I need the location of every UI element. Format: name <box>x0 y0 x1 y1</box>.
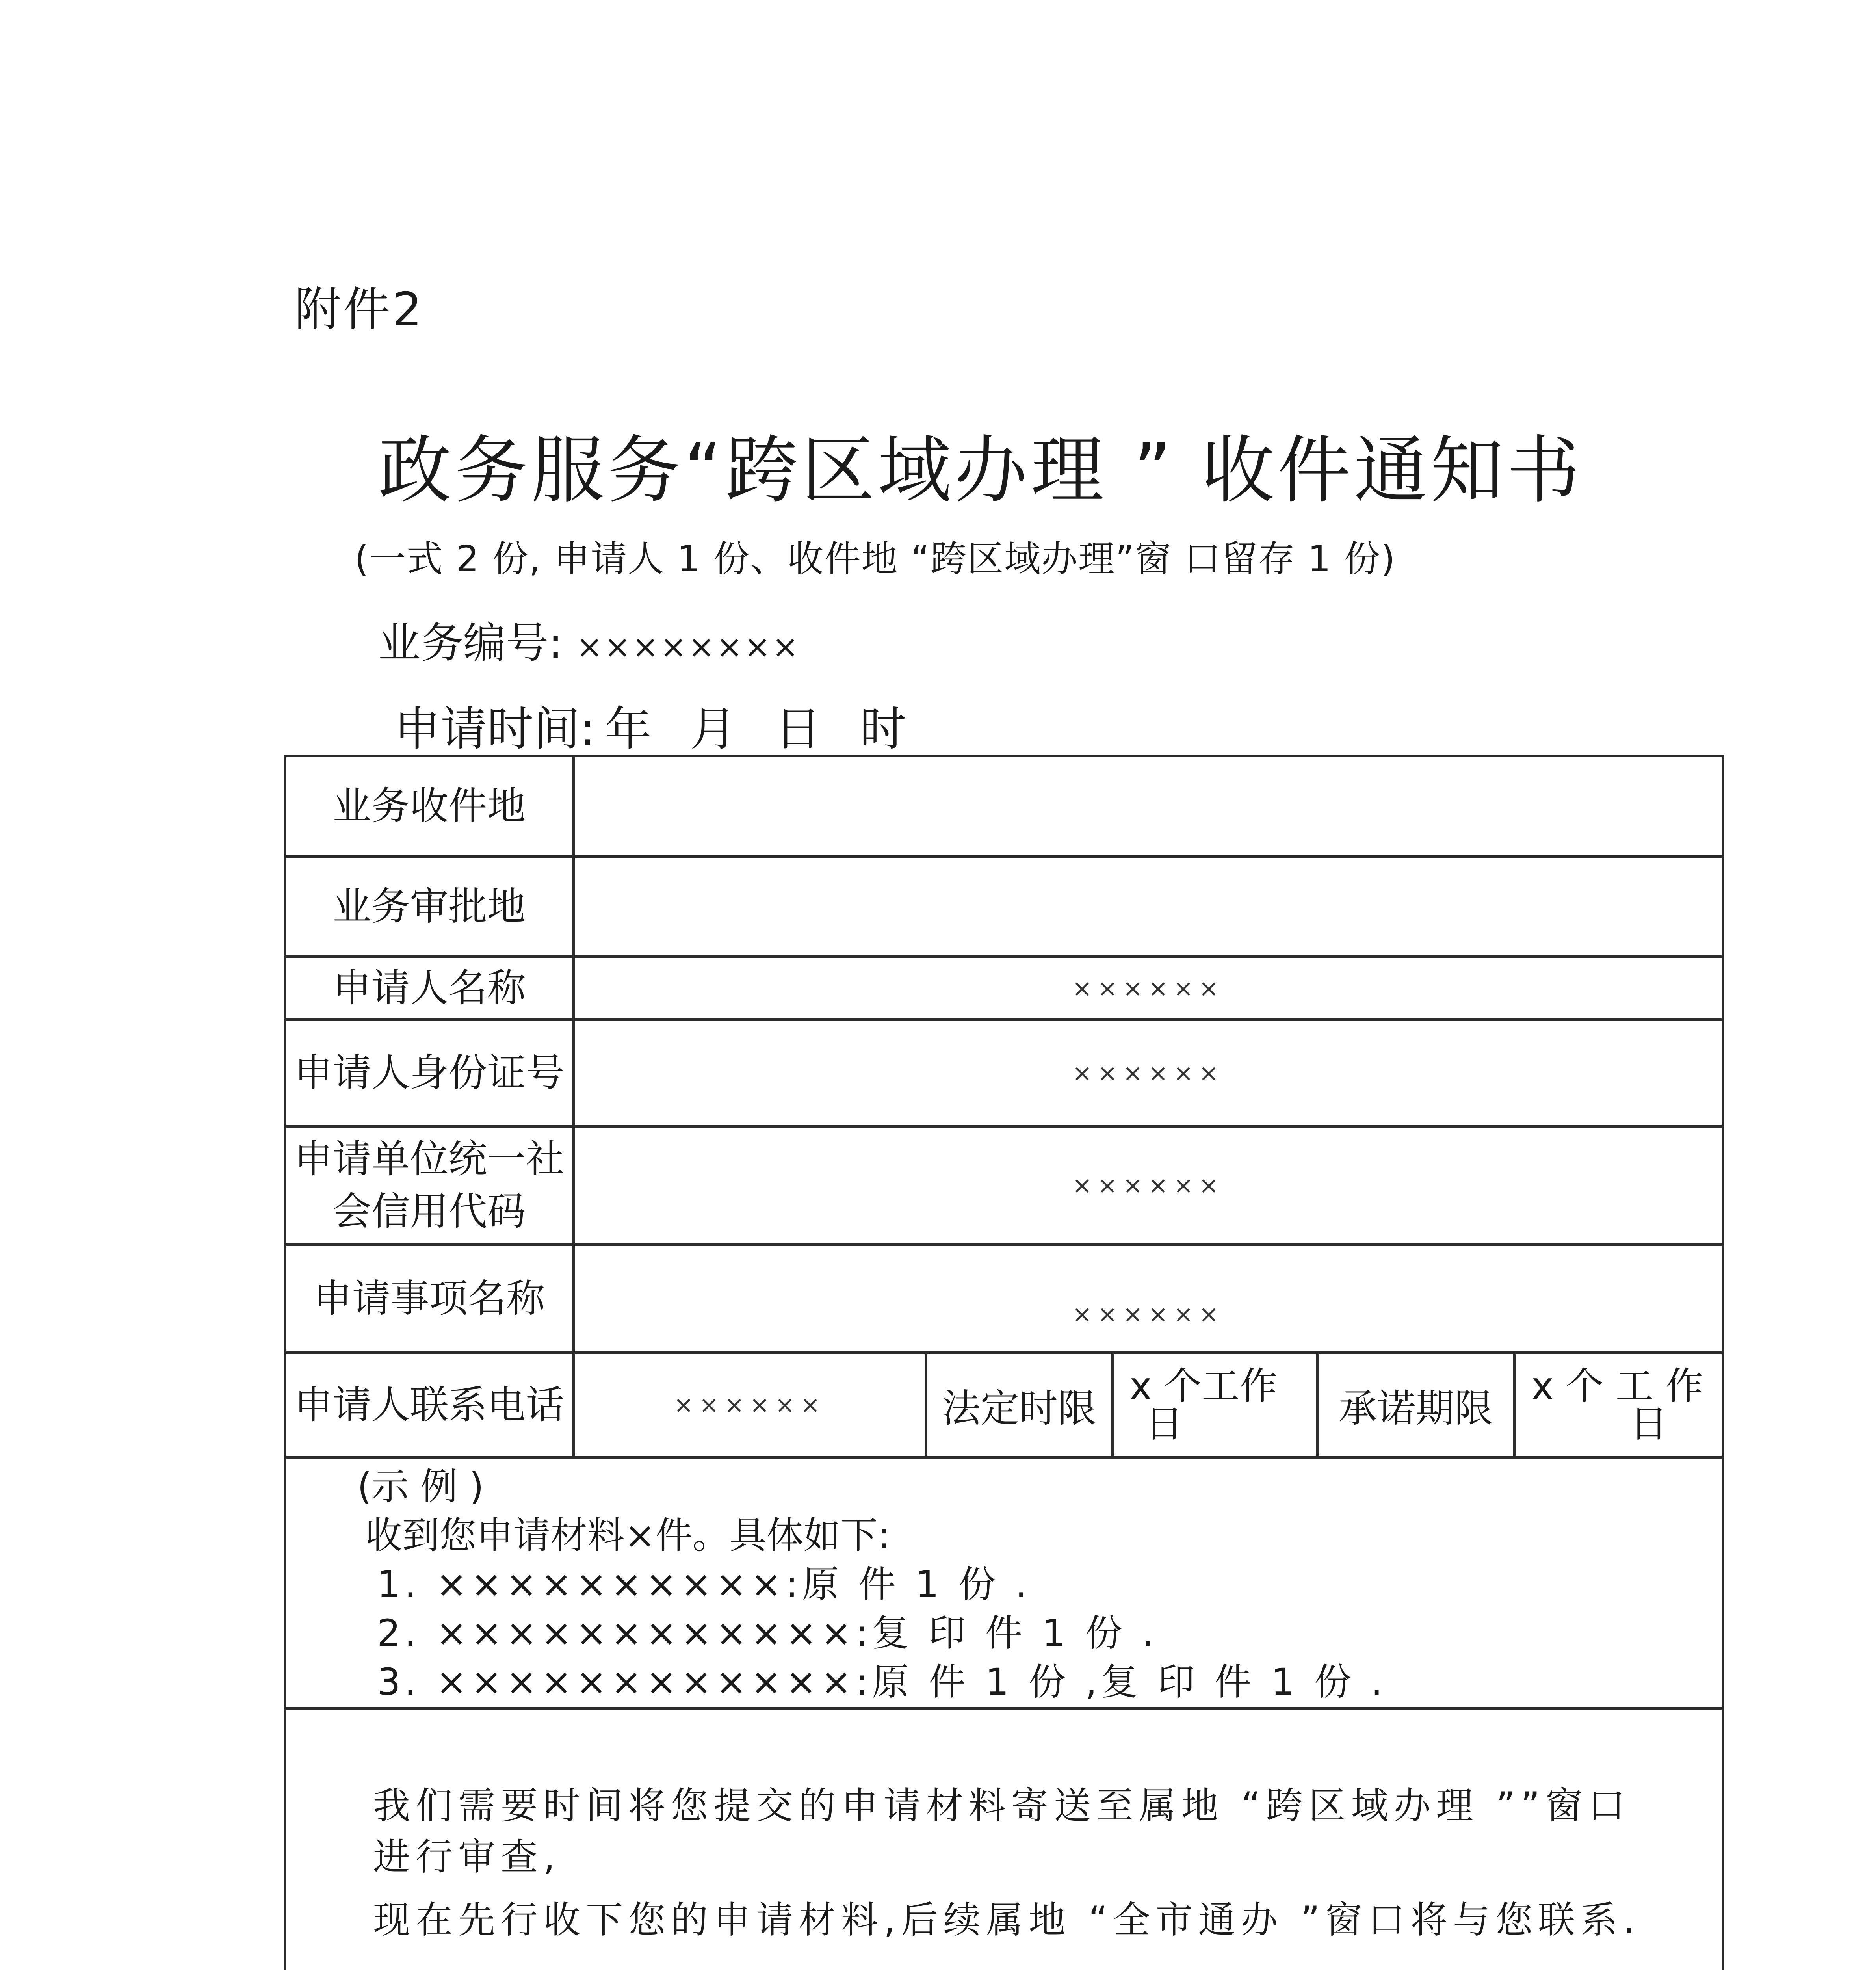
receive-place-field[interactable] <box>574 756 1723 857</box>
applicant-id-field[interactable]: ×××××× <box>574 1020 1723 1126</box>
promise-limit-unit: 日 <box>1630 1402 1668 1446</box>
legal-limit-label: 法定时限 <box>926 1353 1113 1457</box>
applicant-name-label: 申请人名称 <box>285 957 574 1020</box>
notice-section <box>285 1708 1723 1970</box>
apply-time-value: 年 月 日 时 <box>605 702 918 756</box>
apply-time-label: 申请时间: <box>394 702 596 756</box>
material-item: 2. ××××××××××××:复 印 件 1 份 . <box>377 1612 1158 1655</box>
business-number <box>378 609 800 670</box>
legal-limit-field[interactable] <box>1113 1353 1317 1457</box>
page-subtitle: (一式 2 份, 申请人 1 份、收件地 “跨区域办理”窗 口留存 1 份) <box>355 538 1396 580</box>
notice-line3: 现在先行收下您的申请材料,后续属地 “全市通办 ”窗口将与您联系. <box>373 1898 1640 1942</box>
approve-place-field[interactable] <box>574 857 1723 957</box>
promise-limit-label: 承诺期限 <box>1317 1353 1514 1457</box>
promise-limit-value: x 个 工 作 <box>1531 1364 1703 1408</box>
materials-example: (示 例 ) <box>357 1465 484 1508</box>
phone-field[interactable]: ×××××× <box>574 1353 926 1457</box>
apply-time <box>394 691 918 758</box>
approve-place-label: 业务审批地 <box>285 857 574 957</box>
item-name-field[interactable]: ×××××× <box>574 1245 1723 1353</box>
legal-limit-value: x 个工作 <box>1129 1364 1278 1408</box>
receive-place-label: 业务收件地 <box>285 756 574 857</box>
credit-code-label-line1: 申请单位统一社 <box>294 1137 565 1182</box>
page-title: 政务服务“跨区域办理 ” 收件通知书 <box>378 427 1583 513</box>
promise-limit-field[interactable] <box>1514 1353 1723 1457</box>
material-item: 3. ××××××××××××:原 件 1 份 ,复 印 件 1 份 . <box>377 1661 1387 1704</box>
materials-section <box>285 1457 1723 1708</box>
phone-label: 申请人联系电话 <box>285 1353 574 1457</box>
attachment-label: 附件2 <box>295 282 425 336</box>
receipt-form <box>284 755 1724 1970</box>
credit-code-label <box>285 1126 574 1245</box>
applicant-name-field[interactable]: ×××××× <box>574 957 1723 1020</box>
materials-intro: 收到您申请材料×件。具体如下: <box>365 1514 890 1557</box>
material-item: 1. ××××××××××:原 件 1 份 . <box>377 1563 1031 1606</box>
notice-line1: 我们需要时间将您提交的申请材料寄送至属地 “跨区域办理 ””窗口 <box>373 1784 1631 1828</box>
item-name-label: 申请事项名称 <box>285 1245 574 1353</box>
credit-code-field[interactable]: ×××××× <box>574 1126 1723 1245</box>
business-number-label: 业务编号: <box>378 619 563 668</box>
business-number-value: ×××××××× <box>576 628 800 665</box>
applicant-id-label: 申请人身份证号 <box>285 1020 574 1126</box>
notice-line2: 进行审查, <box>373 1836 561 1879</box>
credit-code-label-line2: 会信用代码 <box>332 1189 526 1234</box>
legal-limit-unit: 日 <box>1145 1402 1183 1446</box>
